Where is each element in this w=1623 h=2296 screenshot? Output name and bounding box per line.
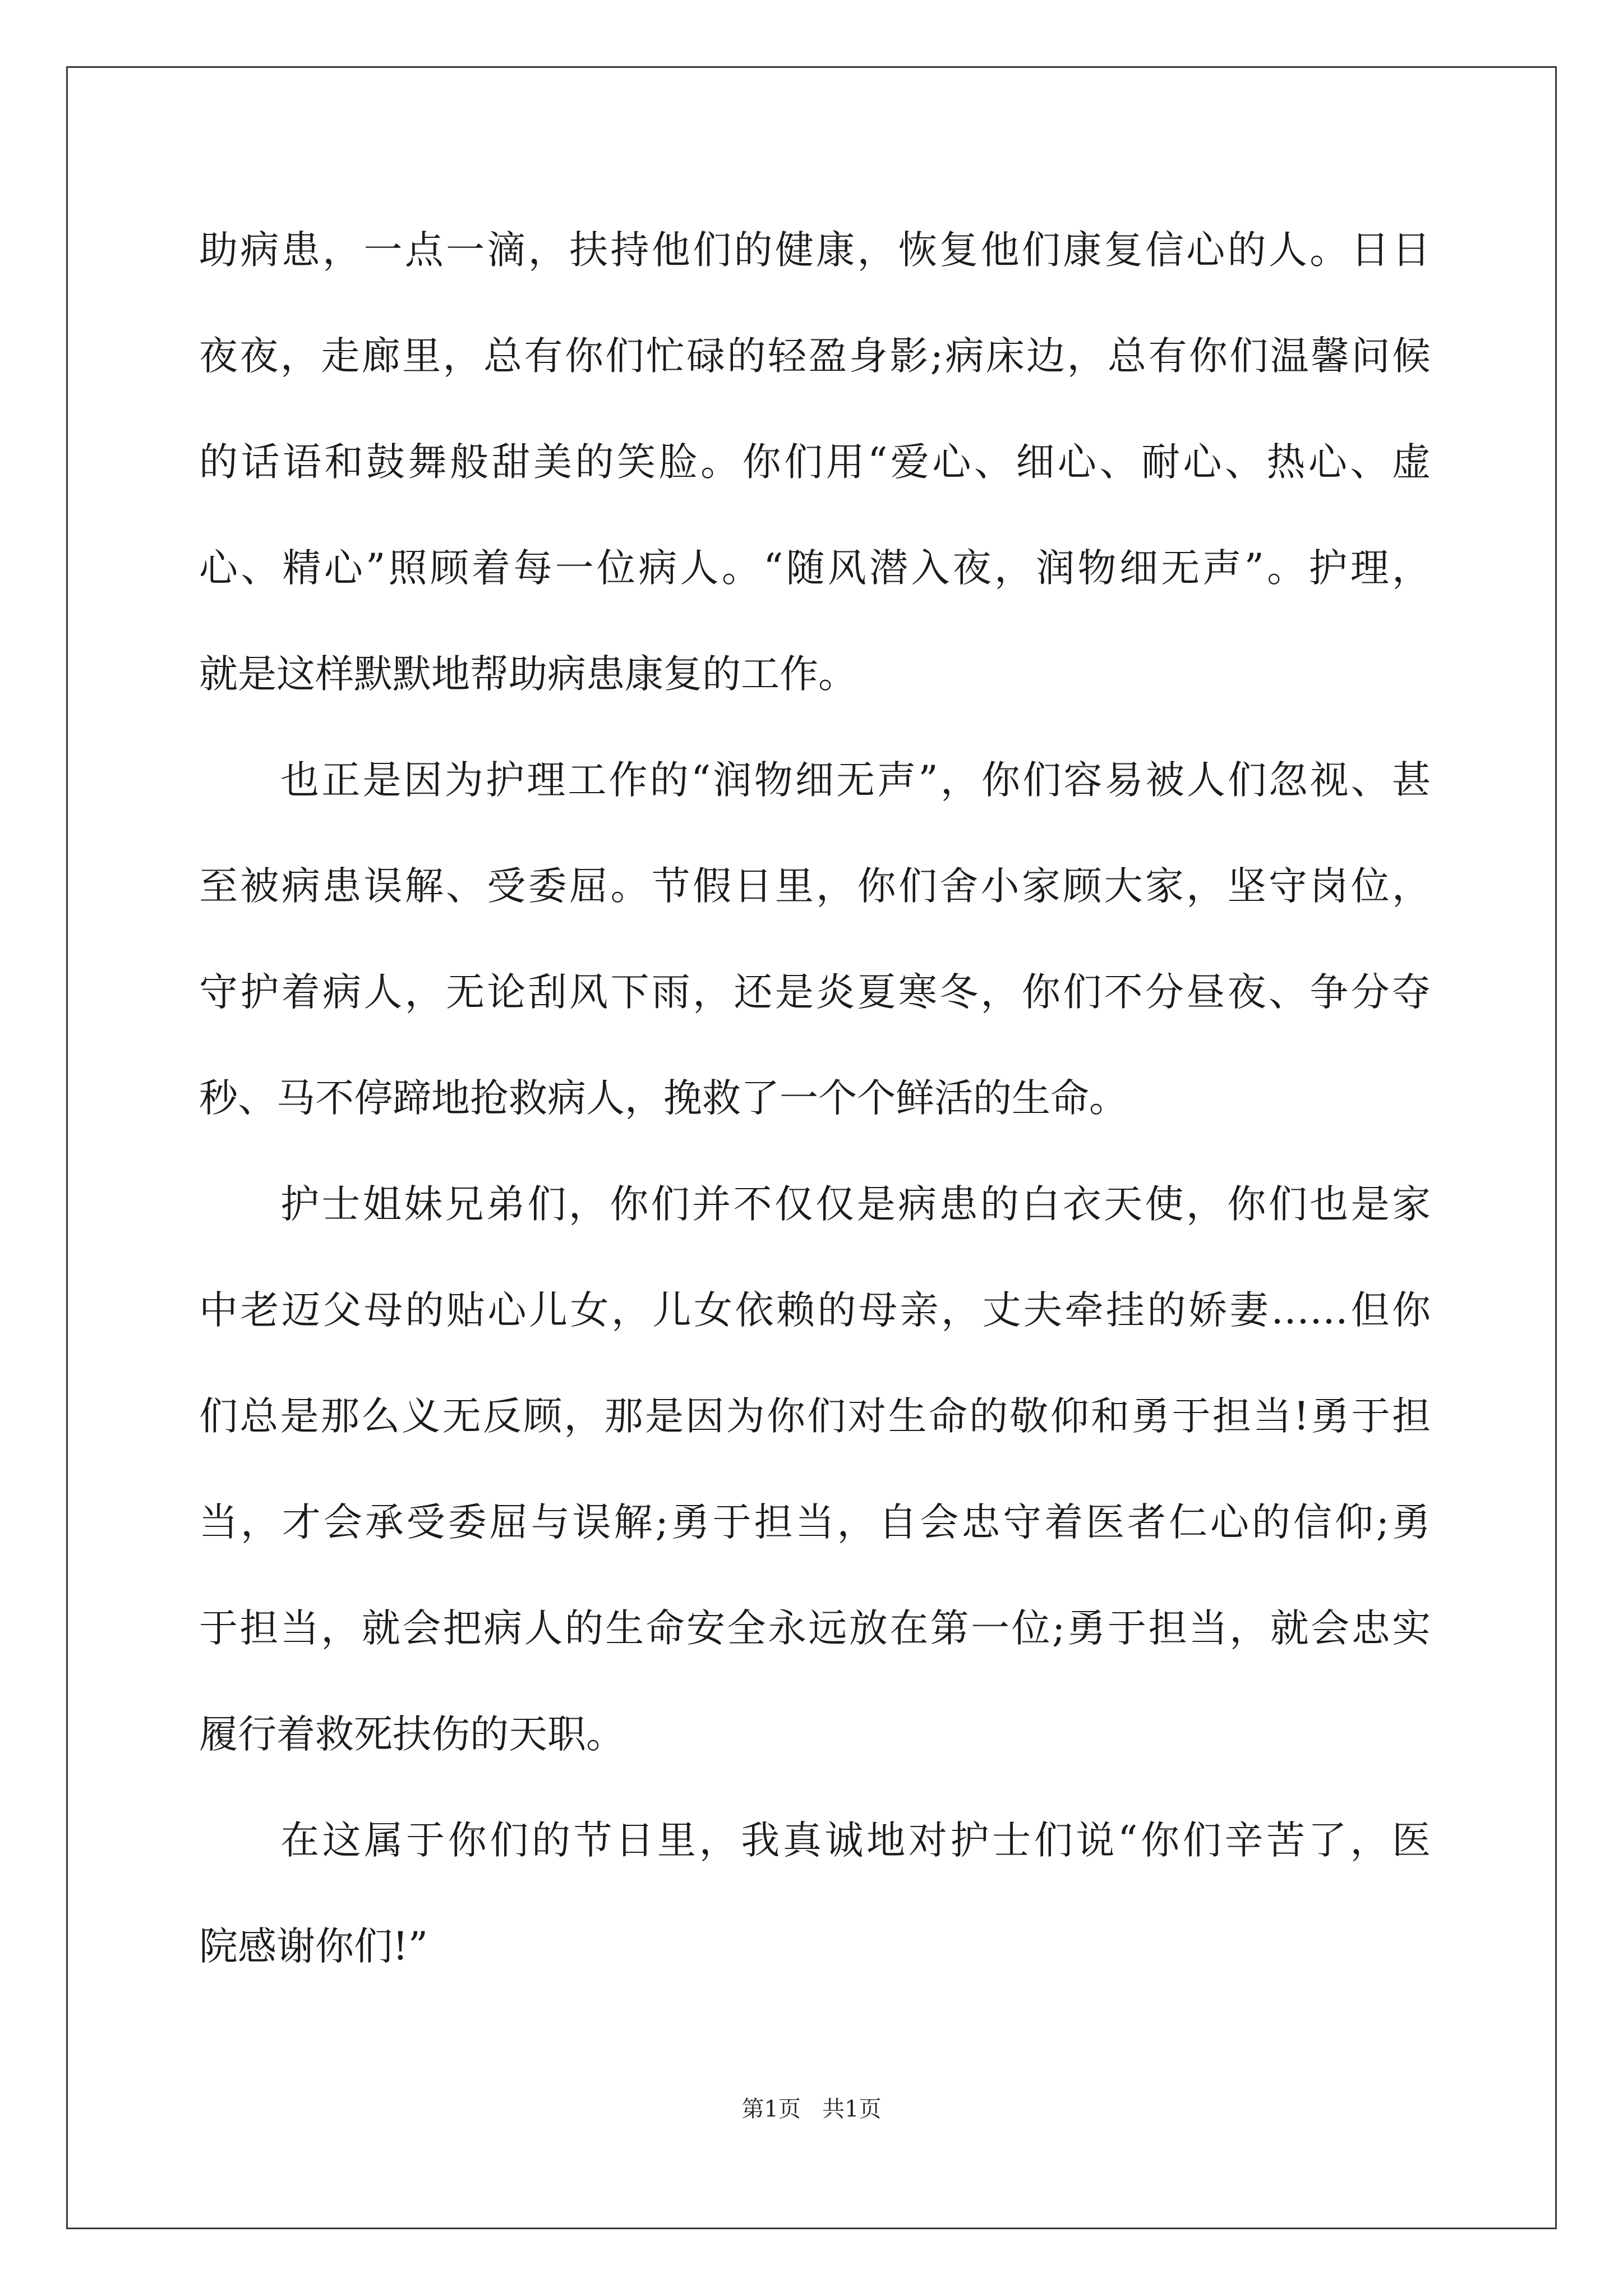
text-line: 的话语和鼓舞般甜美的笑脸。你们用“爱心、细心、耐心、热心、虚 (199, 440, 1431, 485)
text-line: 心、精心”照顾着每一位病人。“随风潜入夜，润物细无声”。护理， (199, 546, 1431, 591)
text-line: 至被病患误解、受委屈。节假日里，你们舍小家顾大家，坚守岗位， (199, 864, 1431, 909)
page-number-footer: 第1页 共1页 (741, 2096, 882, 2122)
text-line: 于担当，就会把病人的生命安全永远放在第一位;勇于担当，就会忠实 (199, 1606, 1431, 1651)
text-line: 在这属于你们的节日里，我真诚地对护士们说“你们辛苦了，医 (280, 1818, 1431, 1863)
text-line: 守护着病人，无论刮风下雨，还是炎夏寒冬，你们不分昼夜、争分夺 (199, 970, 1431, 1015)
document-body (199, 197, 1431, 2000)
text-line: 当，才会承受委屈与误解;勇于担当，自会忠守着医者仁心的信仰;勇 (199, 1500, 1431, 1545)
text-line: 秒、马不停蹄地抢救病人，挽救了一个个鲜活的生命。 (199, 1076, 1128, 1121)
text-line: 也正是因为护理工作的“润物细无声”，你们容易被人们忽视、甚 (280, 758, 1431, 803)
text-line: 护士姐妹兄弟们，你们并不仅仅是病患的白衣天使，你们也是家 (280, 1182, 1431, 1227)
text-line: 中老迈父母的贴心儿女，儿女依赖的母亲，丈夫牵挂的娇妻……但你 (199, 1288, 1431, 1333)
text-line: 夜夜，走廊里，总有你们忙碌的轻盈身影;病床边，总有你们温馨问候 (199, 334, 1431, 379)
text-line: 们总是那么义无反顾，那是因为你们对生命的敬仰和勇于担当!勇于担 (199, 1394, 1431, 1439)
text-line: 履行着救死扶伤的天职。 (199, 1712, 625, 1757)
text-line: 院感谢你们!” (199, 1924, 428, 1969)
text-line: 就是这样默默地帮助病患康复的工作。 (199, 652, 857, 697)
text-line: 助病患，一点一滴，扶持他们的健康，恢复他们康复信心的人。日日 (199, 228, 1431, 273)
